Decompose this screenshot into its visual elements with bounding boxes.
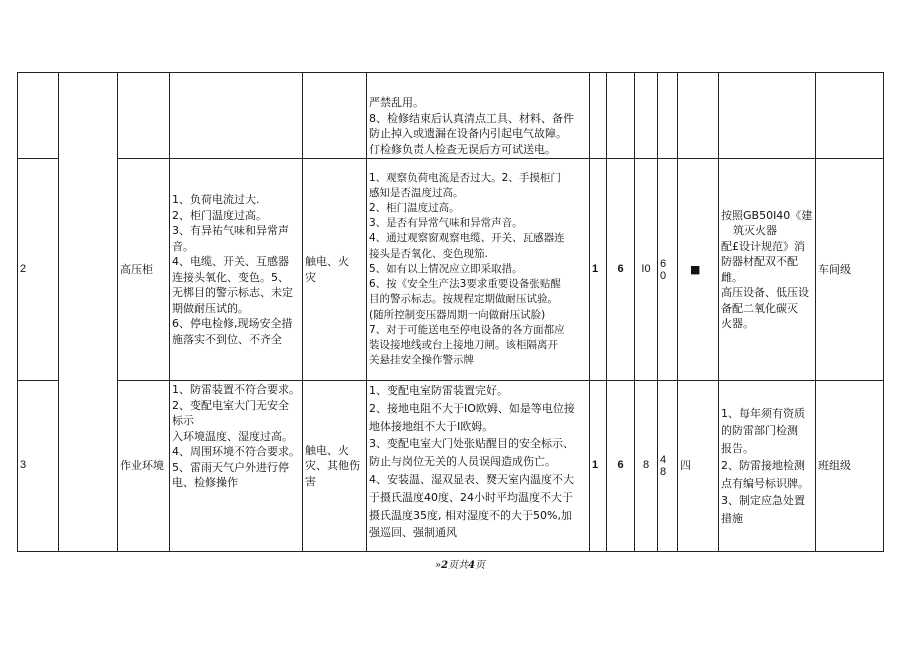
cell-hazards <box>170 381 303 552</box>
control-line: 2、防雷接地检测 <box>721 459 805 473</box>
cell-accident <box>303 381 367 552</box>
cell-control <box>719 381 816 552</box>
cell-d <box>658 381 678 552</box>
d-digit: 6 <box>660 257 667 270</box>
measure-line: 仃检修负责人检查无误后方可试送电。 <box>369 142 556 156</box>
accident-line: 灾、其他伤 <box>305 459 360 473</box>
cell-responsible: 车间级 <box>816 159 884 381</box>
measure-line: 强巡回、强制通风 <box>369 526 457 540</box>
control-line: 雌。 <box>721 270 743 284</box>
cell-item: 作业环境 <box>118 381 170 552</box>
d-digit: 0 <box>660 269 667 282</box>
cell-responsible: 班组级 <box>816 381 884 552</box>
cell-level <box>678 73 719 159</box>
control-line: 点有编号标识牌。 <box>721 476 809 490</box>
hazard-line: 期做耐压试的。 <box>172 301 249 315</box>
cell-category-merged <box>59 73 118 552</box>
hazard-line: 电、检修操作 <box>172 476 238 489</box>
hazard-line: 4、电缆、开关、互感器 <box>172 255 289 268</box>
measure-line: 2、柜门温度过高。 <box>369 202 460 215</box>
measure-line: 装设接地线或台上接地刀闸。该柜隔离开 <box>369 338 558 351</box>
cell-d <box>658 159 678 381</box>
measure-line: 严禁乱用。 <box>369 96 424 109</box>
hazard-line: 4、周围环境不符合要求。 <box>172 445 300 458</box>
cell-hazards <box>170 159 303 381</box>
footer-prefix: » <box>434 560 442 571</box>
control-line: 配£设计规范》消 <box>721 239 805 253</box>
cell-level: 四 <box>678 381 719 552</box>
control-line: 筑灭火器 <box>733 224 777 237</box>
total-pages-number: 4 <box>468 560 476 571</box>
measure-line: 6、按《安全生产法3要求重要设备张贴醒 <box>369 278 561 291</box>
cell-no: 3 <box>18 381 59 552</box>
cell-item: 高压柜 <box>118 159 170 381</box>
cell-c: I0 <box>635 159 658 381</box>
hazard-line: 施落实不到位、不齐全 <box>172 332 282 346</box>
measure-line: 1、变配电室防雷装置完好。 <box>369 384 508 397</box>
control-line: 防器材配双不配 <box>721 255 798 268</box>
cell-measures <box>367 159 590 381</box>
cell-no: 2 <box>18 159 59 381</box>
measure-line: 3、变配电室大门处张贴醒目的安全标示、 <box>369 437 574 451</box>
hazard-line: 2、柜门温度过高。 <box>172 208 267 222</box>
risk-assessment-table <box>17 72 884 552</box>
measure-line: 3、是否有异常气味和异常声音。 <box>369 217 523 230</box>
hazard-line: 3、有异祐气味和异常声 <box>172 224 289 237</box>
cell-accident <box>303 73 367 159</box>
measure-line: 4、通过观察窗观察电缆、开关、瓦感器连 <box>369 232 565 245</box>
cell-accident <box>303 159 367 381</box>
table-row <box>18 159 884 381</box>
accident-line: 触电、火 <box>305 443 349 457</box>
cell-no <box>18 73 59 159</box>
hazard-line: 1、负荷电流过大. <box>172 193 260 206</box>
cell-c: 8 <box>635 381 658 552</box>
accident-line: 灾 <box>305 270 316 284</box>
control-line: 3、制定应急处置 <box>721 494 805 508</box>
measure-line: 关悬挂安全操作警示牌 <box>369 354 474 367</box>
d-digit: 4 <box>660 454 667 466</box>
measure-line: 目的警示标志。按规程定期做耐压试验。 <box>369 293 558 306</box>
cell-l: 1 <box>590 159 607 381</box>
control-line: 备配二氧化碳灭 <box>721 301 798 315</box>
cell-level: ■ <box>678 159 719 381</box>
hazard-line: 6、停电检修,现场安全措 <box>172 317 293 330</box>
measure-line: 2、接地电阻不大于IO欧姆、如是等电位接 <box>369 401 575 415</box>
cell-e: 6 <box>607 381 635 552</box>
hazard-line: 1、防雷装置不符合要求。 <box>172 383 300 396</box>
measure-line: 4、安装温、湿双显表、燹天室内温度不大 <box>369 472 574 486</box>
accident-line: 触电、火 <box>305 255 349 268</box>
control-line: 1、每年须有资质 <box>721 406 805 420</box>
cell-c <box>635 73 658 159</box>
cell-l <box>590 73 607 159</box>
measure-line: 摄氏温度35度, 相对湿度不的大于50%,加 <box>369 508 572 522</box>
d-digit: 8 <box>660 466 667 478</box>
control-line: 的防雷部门检测 <box>721 424 798 438</box>
hazard-line: 5、雷雨天气户外进行停 <box>172 460 289 474</box>
current-page-number: 2 <box>441 560 449 571</box>
hazard-line: 入环境温度、湿度过高。 <box>172 429 293 443</box>
measure-line: 接头是否氧化、变色现笳. <box>369 247 488 260</box>
hazard-line: 音。 <box>172 239 194 253</box>
page-footer <box>0 556 920 571</box>
control-line: 报告。 <box>721 441 754 455</box>
accident-line: 害 <box>305 474 316 488</box>
cell-control <box>719 159 816 381</box>
cell-measures <box>367 381 590 552</box>
control-line: 措施 <box>721 511 743 525</box>
measure-line: 感知是否温度过高。 <box>369 186 464 199</box>
measure-line: 地体接地组不大于I欧姆。 <box>369 419 494 433</box>
cell-responsible <box>816 73 884 159</box>
table-row <box>18 73 884 159</box>
risk-assessment-table-wrap <box>17 72 883 552</box>
cell-l: 1 <box>590 381 607 552</box>
measure-line: 防止掉入或遗漏在设备内引起电气故障。 <box>369 127 567 140</box>
hazard-line: 标示 <box>172 414 194 427</box>
cell-control <box>719 73 816 159</box>
cell-d <box>658 73 678 159</box>
cell-hazards <box>170 73 303 159</box>
control-line: 火器。 <box>721 317 754 330</box>
footer-mid: 页共 <box>448 560 469 571</box>
cell-item <box>118 73 170 159</box>
table-row <box>18 381 884 552</box>
control-line: 高压设备、低压设 <box>721 286 809 299</box>
cell-measures <box>367 73 590 159</box>
measure-line: 5、如有以上情况应立即采取措。 <box>369 262 523 275</box>
cell-e <box>607 73 635 159</box>
hazard-line: 无梆目的警示标志、未定 <box>172 286 293 299</box>
control-line: 按照GB50I40《建 <box>721 208 813 222</box>
measure-line: 8、检修结束后认真清点工具、材料、备件 <box>369 111 574 125</box>
measure-line: 防止与岗位无关的人员误闯造成伤亡。 <box>369 455 556 469</box>
measure-line: (随所控制变压器周期一向做耐压试脸) <box>369 308 546 321</box>
hazard-line: 连接头氧化、变色。5、 <box>172 270 289 284</box>
footer-suffix: 页 <box>475 560 486 571</box>
measure-line: 于摄氏温度40度、24小时平均温度不大于 <box>369 490 573 504</box>
measure-line: 1、观察负荷电流是否过大。2、手摸柜门 <box>369 171 561 184</box>
cell-e: 6 <box>607 159 635 381</box>
hazard-line: 2、变配电室大门无安全 <box>172 398 289 412</box>
measure-line: 7、对于可能送电至停电设备的各方面都应 <box>369 323 565 336</box>
